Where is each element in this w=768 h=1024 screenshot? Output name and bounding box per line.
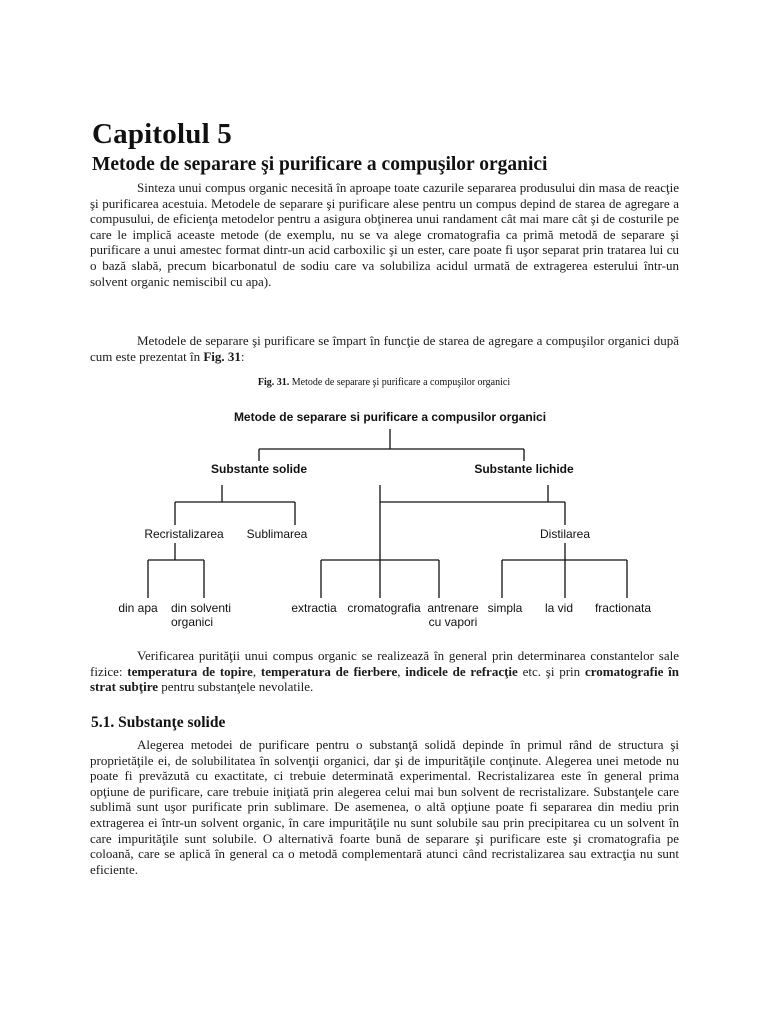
section-paragraph: Alegerea metodei de purificare pentru o substanţă solidă depinde în primul rând de structura şi proprietăţile ei, de solubilitatea în solvenţii organici, dar şi de impurităţile conţinute. Alegerea unei metode nu poate fi prevăzută cu exactitate, ci trebuie determinată experimental. Recristalizarea este în general prima opţiune de purificare, care trebuie iniţiată prin alegerea celui mai bun solvent de recristalizare. Substanţele care sublimă sunt uşor purificate prin sublimare. De asemenea, o altă opţiune poate fi separarea din mediu prin extragerea ei într-un solvent organic, în care impurităţile nu sunt solubile sau prin precipitarea cu un solvent în care impurităţile sunt solubile. O alternativă foarte bună de separare şi purificare este şi cromatografia pe coloană, care se aplică în general ca o metodă complementară atunci când recristalizarea sau extracţia nu sunt eficiente. — [90, 737, 679, 877]
purity-text: etc. şi prin — [517, 663, 585, 679]
section-heading: 5.1. Substanţe solide — [91, 714, 226, 731]
chapter-subtitle: Metode de separare şi purificare a compuşilor organici — [92, 154, 548, 175]
purity-text: pentru substanţele nevolatile. — [158, 679, 314, 695]
leaf-extraction: extractia — [291, 601, 337, 615]
diagram-connectors — [148, 429, 627, 598]
leaf-steam: antrenare — [427, 601, 479, 615]
leaf-chromatography: cromatografia — [347, 601, 421, 615]
term-melting-point: temperatura de topire — [127, 663, 253, 679]
node-root: Metode de separare si purificare a compusilor organici — [233, 410, 547, 424]
node-recrystallization: Recristalizarea — [144, 527, 224, 541]
leaf-from-water: din apa — [118, 601, 158, 615]
leaf-simple: simpla — [487, 601, 523, 615]
leaf-from-solvents-cont: organici — [170, 615, 214, 629]
figure-reference-link: Fig. 31 — [203, 348, 241, 364]
term-boiling-point: temperatura de fierbere — [260, 663, 398, 679]
diagram-nodes — [118, 410, 651, 629]
purity-paragraph — [90, 648, 679, 695]
intro-paragraph: Sinteza unui compus organic necesită în aproape toate cazurile separarea produsului din masa de reacţie şi purificarea acestuia. Metodele de separare şi purificare alese pentru un compus depind de starea de agregare a compusului, de eficienţa metodelor pentru a asigura obţinerea unui randament cât mai mare cât şi de costurile pe care le implică aceaste metode (de exemplu, nu se va alege cromatografia ca primă metodă de separare şi purificare a unui amestec format dintr-un acid carboxilic şi un ester, care poate fi uşor separat prin tratarea lui cu o bază slabă, precum bicarbonatul de sodiu care va solubiliza acidul urmată de extragerea esterului într-un solvent organic nemiscibil cu apa). — [90, 180, 679, 289]
figure-reference-end: : — [240, 348, 245, 364]
node-solids: Substante solide — [210, 462, 308, 476]
figure-caption-text: Metode de separare şi purificare a compuşilor organici — [289, 377, 511, 388]
node-liquids: Substante lichide — [474, 462, 574, 476]
leaf-steam-cont: cu vapori — [428, 615, 478, 629]
leaf-from-solvents: din solventi — [170, 601, 232, 615]
term-refractive-index: indicele de refracţie — [405, 663, 518, 679]
purity-sep: , — [252, 663, 261, 679]
node-distillation: Distilarea — [539, 527, 591, 541]
term-tlc: cromatografie în strat subţire — [90, 663, 679, 695]
figure-reference-text: Metodele de separare şi purificare se împart în funcţie de starea de agregare a compuşilor organici după cum este prezentat în — [90, 333, 679, 364]
chapter-title: Capitolul 5 — [92, 118, 232, 150]
purity-text: Verificarea purităţii unui compus organic se realizează în general prin determinarea constantelor sale fizice: — [90, 648, 679, 679]
purity-sep: , — [397, 663, 406, 679]
figure-caption-label: Fig. 31. — [257, 377, 290, 388]
leaf-vacuum: la vid — [544, 601, 574, 615]
leaf-fractional: fractionata — [594, 601, 652, 615]
node-sublimation: Sublimarea — [246, 527, 308, 541]
